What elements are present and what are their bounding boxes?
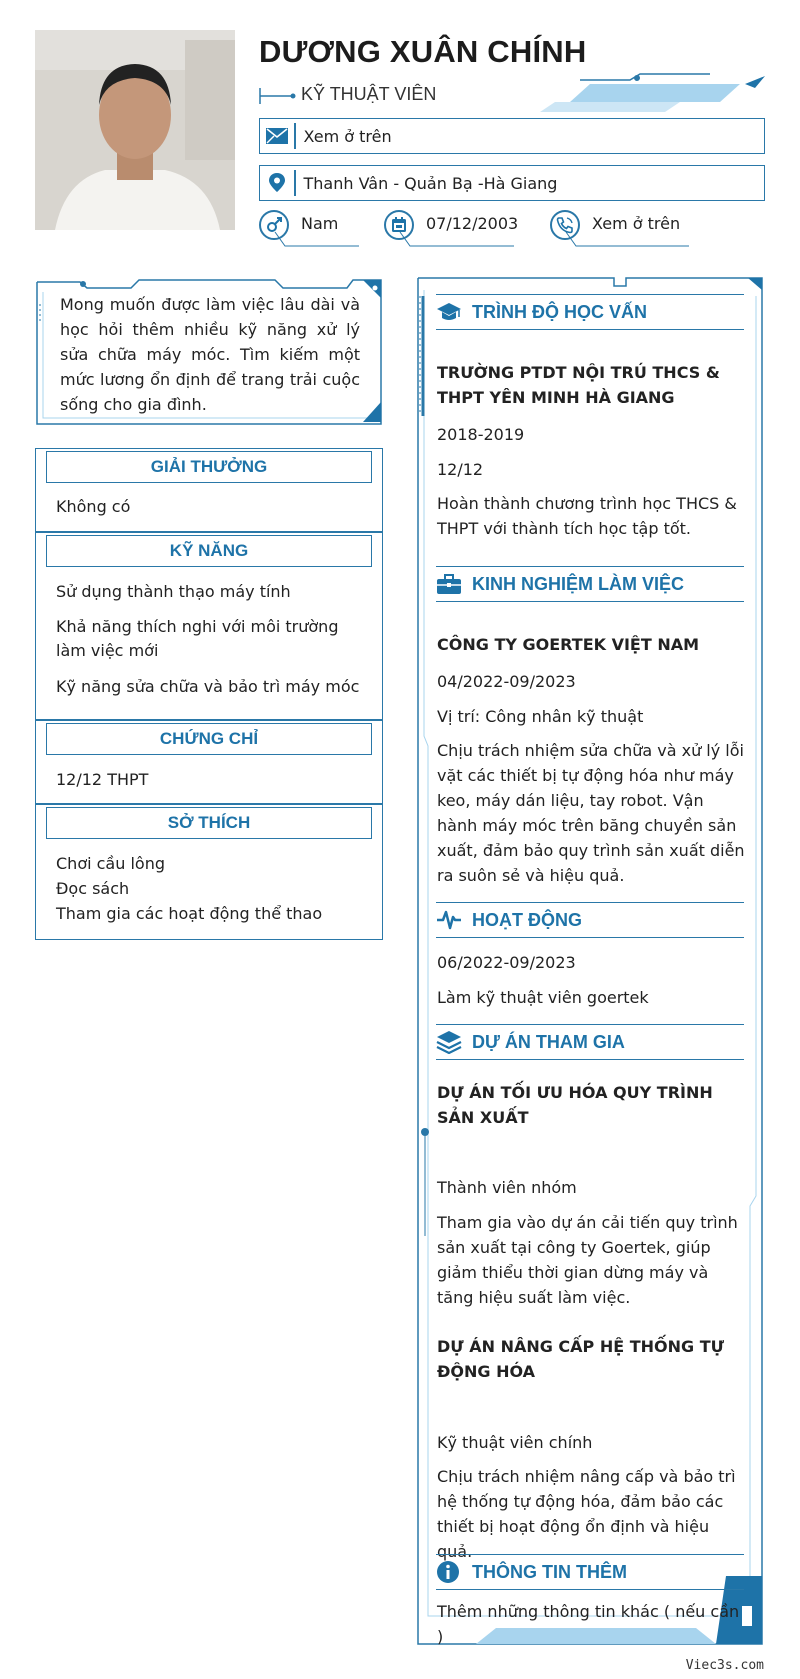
project-role: Kỹ thuật viên chính (437, 1433, 593, 1452)
activities-heading (436, 902, 744, 938)
experience-title: KINH NGHIỆM LÀM VIỆC (472, 573, 685, 594)
awards-section (35, 448, 383, 532)
project-description: Tham gia vào dự án cải tiến quy trình sản xuất tại công ty Goertek, giúp giảm thiểu thời gian dừng máy và tăng hiệu suất làm việc. (437, 1213, 738, 1307)
skill-item: Sử dụng thành thạo máy tính (56, 582, 291, 601)
graduation-cap-icon (436, 301, 466, 323)
experience-position: Vị trí: Công nhân kỹ thuật (437, 707, 644, 726)
skills-heading: KỸ NĂNG (46, 535, 372, 567)
certificates-heading: CHỨNG CHỈ (46, 723, 372, 755)
objective-text: Mong muốn được làm việc lâu dài và học hỏi thêm nhiều kỹ năng xử lý sửa chữa máy móc. Tìm kiếm một mức lương ổn định để trang trải cuộc sống cho gia đình. (60, 295, 360, 414)
hobby-item: Chơi cầu lông (56, 854, 165, 873)
education-title: TRÌNH ĐỘ HỌC VẤN (472, 301, 647, 322)
hobbies-heading: SỞ THÍCH (46, 807, 372, 839)
layers-icon (436, 1030, 466, 1054)
activities-period: 06/2022-09/2023 (437, 953, 576, 972)
project-description: Chịu trách nhiệm nâng cấp và bảo trì hệ thống tự động hóa, đảm bảo các thiết bị hoạt động ổn định và hiệu quả. (437, 1467, 736, 1561)
address-value: Thanh Vân - Quản Bạ -Hà Giang (303, 173, 558, 193)
activities-description: Làm kỹ thuật viên goertek (437, 988, 649, 1007)
career-objective (35, 276, 383, 428)
education-grade: 12/12 (437, 460, 484, 479)
briefcase-icon (436, 573, 466, 595)
company-name: CÔNG TY GOERTEK VIỆT NAM (437, 635, 700, 654)
project-name: DỰ ÁN NÂNG CẤP HỆ THỐNG TỰ ĐỘNG HÓA (437, 1337, 725, 1381)
certificate-item: 12/12 THPT (56, 770, 149, 789)
experience-heading (436, 566, 744, 602)
location-pin-icon (260, 166, 294, 200)
extra-info-text: Thêm những thông tin khác ( nếu cần ) (437, 1602, 740, 1646)
gender-value: Nam (301, 214, 339, 233)
portrait-image (35, 30, 235, 230)
extra-info-heading (436, 1554, 744, 1590)
skill-item: Kỹ năng sửa chữa và bảo trì máy móc (56, 677, 360, 696)
hobbies-section (35, 804, 383, 940)
birthday-value: 07/12/2003 (426, 214, 519, 233)
header-decoration (540, 72, 770, 114)
pulse-icon (436, 909, 466, 931)
hobby-item: Đọc sách (56, 879, 130, 898)
profile-photo (35, 30, 235, 230)
projects-title: DỰ ÁN THAM GIA (472, 1031, 625, 1052)
activities-title: HOẠT ĐỘNG (472, 909, 582, 930)
hobby-item: Tham gia các hoạt động thể thao (56, 904, 323, 923)
phone-value: Xem ở trên (592, 214, 681, 233)
title-line-decoration (259, 86, 299, 106)
skill-item: Khả năng thích nghi với môi trường làm việc mới (56, 617, 339, 660)
projects-heading (436, 1024, 744, 1060)
envelope-icon (260, 119, 294, 153)
email-field (259, 118, 765, 154)
candidate-name: DƯƠNG XUÂN CHÍNH (259, 34, 587, 69)
email-value: Xem ở trên (303, 126, 392, 146)
job-title: KỸ THUẬT VIÊN (301, 84, 437, 104)
experience-period: 04/2022-09/2023 (437, 672, 576, 691)
education-period: 2018-2019 (437, 425, 525, 444)
certificates-section (35, 720, 383, 804)
project-name: DỰ ÁN TỐI ƯU HÓA QUY TRÌNH SẢN XUẤT (437, 1083, 713, 1127)
project-role: Thành viên nhóm (437, 1178, 577, 1197)
education-description: Hoàn thành chương trình học THCS & THPT với thành tích học tập tốt. (437, 494, 737, 538)
extra-info-title: THÔNG TIN THÊM (472, 1561, 627, 1582)
contact-underline-decoration (259, 230, 719, 252)
footer-watermark: Viec3s.com (685, 1658, 764, 1673)
awards-heading: GIẢI THƯỞNG (46, 451, 372, 483)
experience-description: Chịu trách nhiệm sửa chữa và xử lý lỗi vặt các thiết bị tự động hóa như máy keo, máy dán liệu, tay robot. Vận hành máy móc trên băng chuyền sản xuất, đảm bảo quy trình sản xuất diễn ra suôn sẻ và hiệu quả. (437, 741, 745, 885)
skills-section (35, 532, 383, 720)
address-field (259, 165, 765, 201)
school-name: TRƯỜNG PTDT NỘI TRÚ THCS & THPT YÊN MINH HÀ GIANG (437, 363, 720, 407)
education-heading (436, 294, 744, 330)
award-item: Không có (56, 497, 131, 516)
info-icon (436, 1560, 466, 1584)
